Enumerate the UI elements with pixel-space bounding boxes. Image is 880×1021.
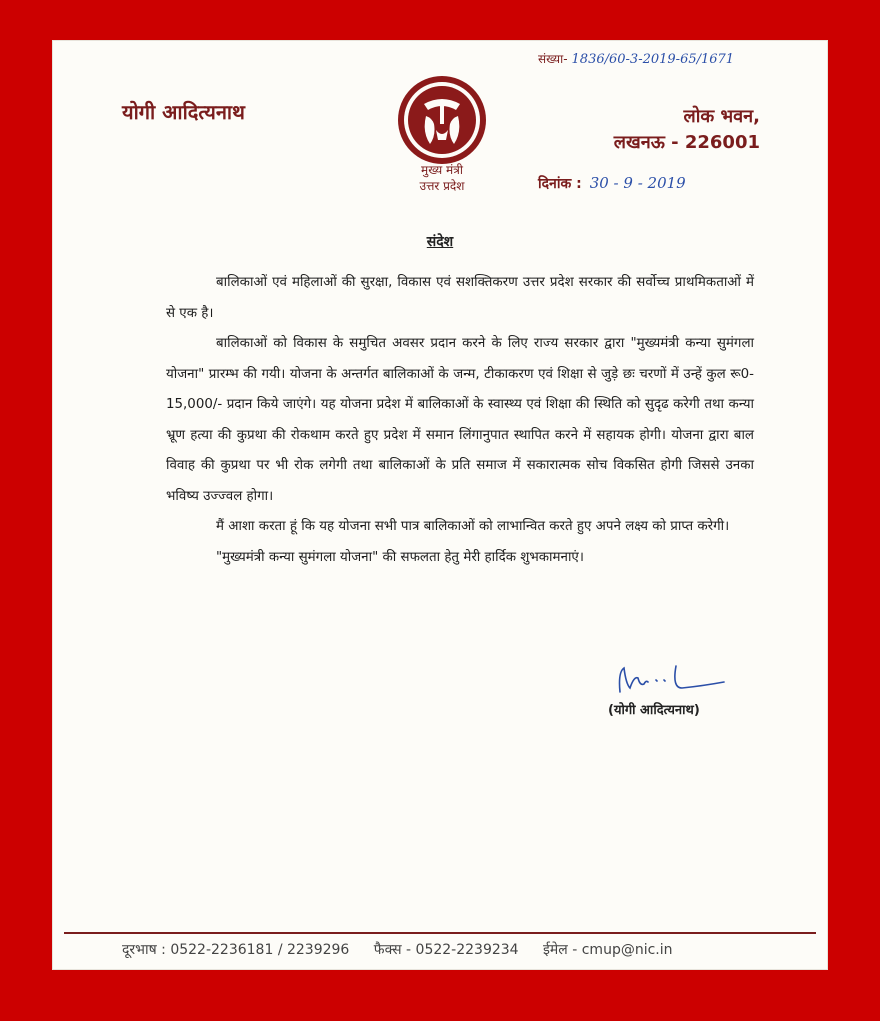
up-emblem-icon	[396, 74, 488, 166]
footer-contacts	[122, 940, 782, 959]
footer-phone: दूरभाष : 0522-2236181 / 2239296	[122, 942, 350, 958]
signatory-name: (योगी आदित्यनाथ)	[608, 703, 700, 718]
message-paragraph-1: बालिकाओं एवं महिलाओं की सुरक्षा, विकास एवं सशक्तिकरण उत्तर प्रदेश सरकार की सर्वोच्च प्राथमिकताओं में से एक है।	[166, 275, 754, 321]
emblem-caption	[382, 162, 502, 194]
address-line2: लखनऊ - 226001	[613, 132, 760, 153]
emblem-caption-line2: उत्तर प्रदेश	[419, 179, 465, 193]
message-paragraph-3: मैं आशा करता हूं कि यह योजना सभी पात्र बालिकाओं को लाभान्वित करते हुए अपने लक्ष्य को प्राप्त करेगी।	[216, 519, 730, 534]
date-value: 30 - 9 - 2019	[589, 174, 686, 192]
sender-name: योगी आदित्यनाथ	[122, 100, 245, 124]
reference-label: संख्या-	[538, 52, 568, 66]
emblem-caption-line1: मुख्य मंत्री	[421, 163, 463, 177]
footer-email: ईमेल - cmup@nic.in	[543, 942, 673, 958]
message-paragraph-2: बालिकाओं को विकास के समुचित अवसर प्रदान करने के लिए राज्य सरकार द्वारा "मुख्यमंत्री कन्या सुमंगला योजना" प्रारम्भ की गयी। योजना के अन्तर्गत बालिकाओं के जन्म, टीकाकरण एवं शिक्षा से जुड़े छः चरणों में उन्हें कुल रू0-15,000/- प्रदान किये जाएंगे। यह योजना प्रदेश में बालिकाओं के स्वास्थ्य एवं शिक्षा की स्थिति को सुदृढ करेगी तथा कन्या भ्रूण हत्या की कुप्रथा की रोकथाम करते हुए प्रदेश में समान लिंगानुपात स्थापित करने में सहायक होगी। योजना द्वारा बाल विवाह की कुप्रथा पर भी रोक लगेगी तथा बालिकाओं के प्रति समाज में सकारात्मक सोच विकसित होगी जिससे उनका भविष्य उज्ज्वल होगा।	[166, 336, 754, 504]
reference-value: 1836/60-3-2019-65/1671	[571, 52, 735, 67]
message-title: संदेश	[426, 234, 454, 250]
address-line1: लोक भवन,	[683, 106, 760, 127]
message-body	[166, 268, 754, 573]
message-paragraph-4: "मुख्यमंत्री कन्या सुमंगला योजना" की सफलता हेतु मेरी हार्दिक शुभकामनाएं।	[216, 549, 584, 565]
letter-page	[52, 40, 828, 970]
handwritten-signature	[612, 658, 732, 698]
address-block	[614, 104, 760, 156]
date-label: दिनांक :	[538, 176, 582, 192]
reference-number	[538, 50, 734, 67]
footer-fax: फैक्स - 0522-2239234	[373, 942, 519, 958]
date	[538, 174, 686, 193]
footer-divider	[64, 932, 816, 934]
